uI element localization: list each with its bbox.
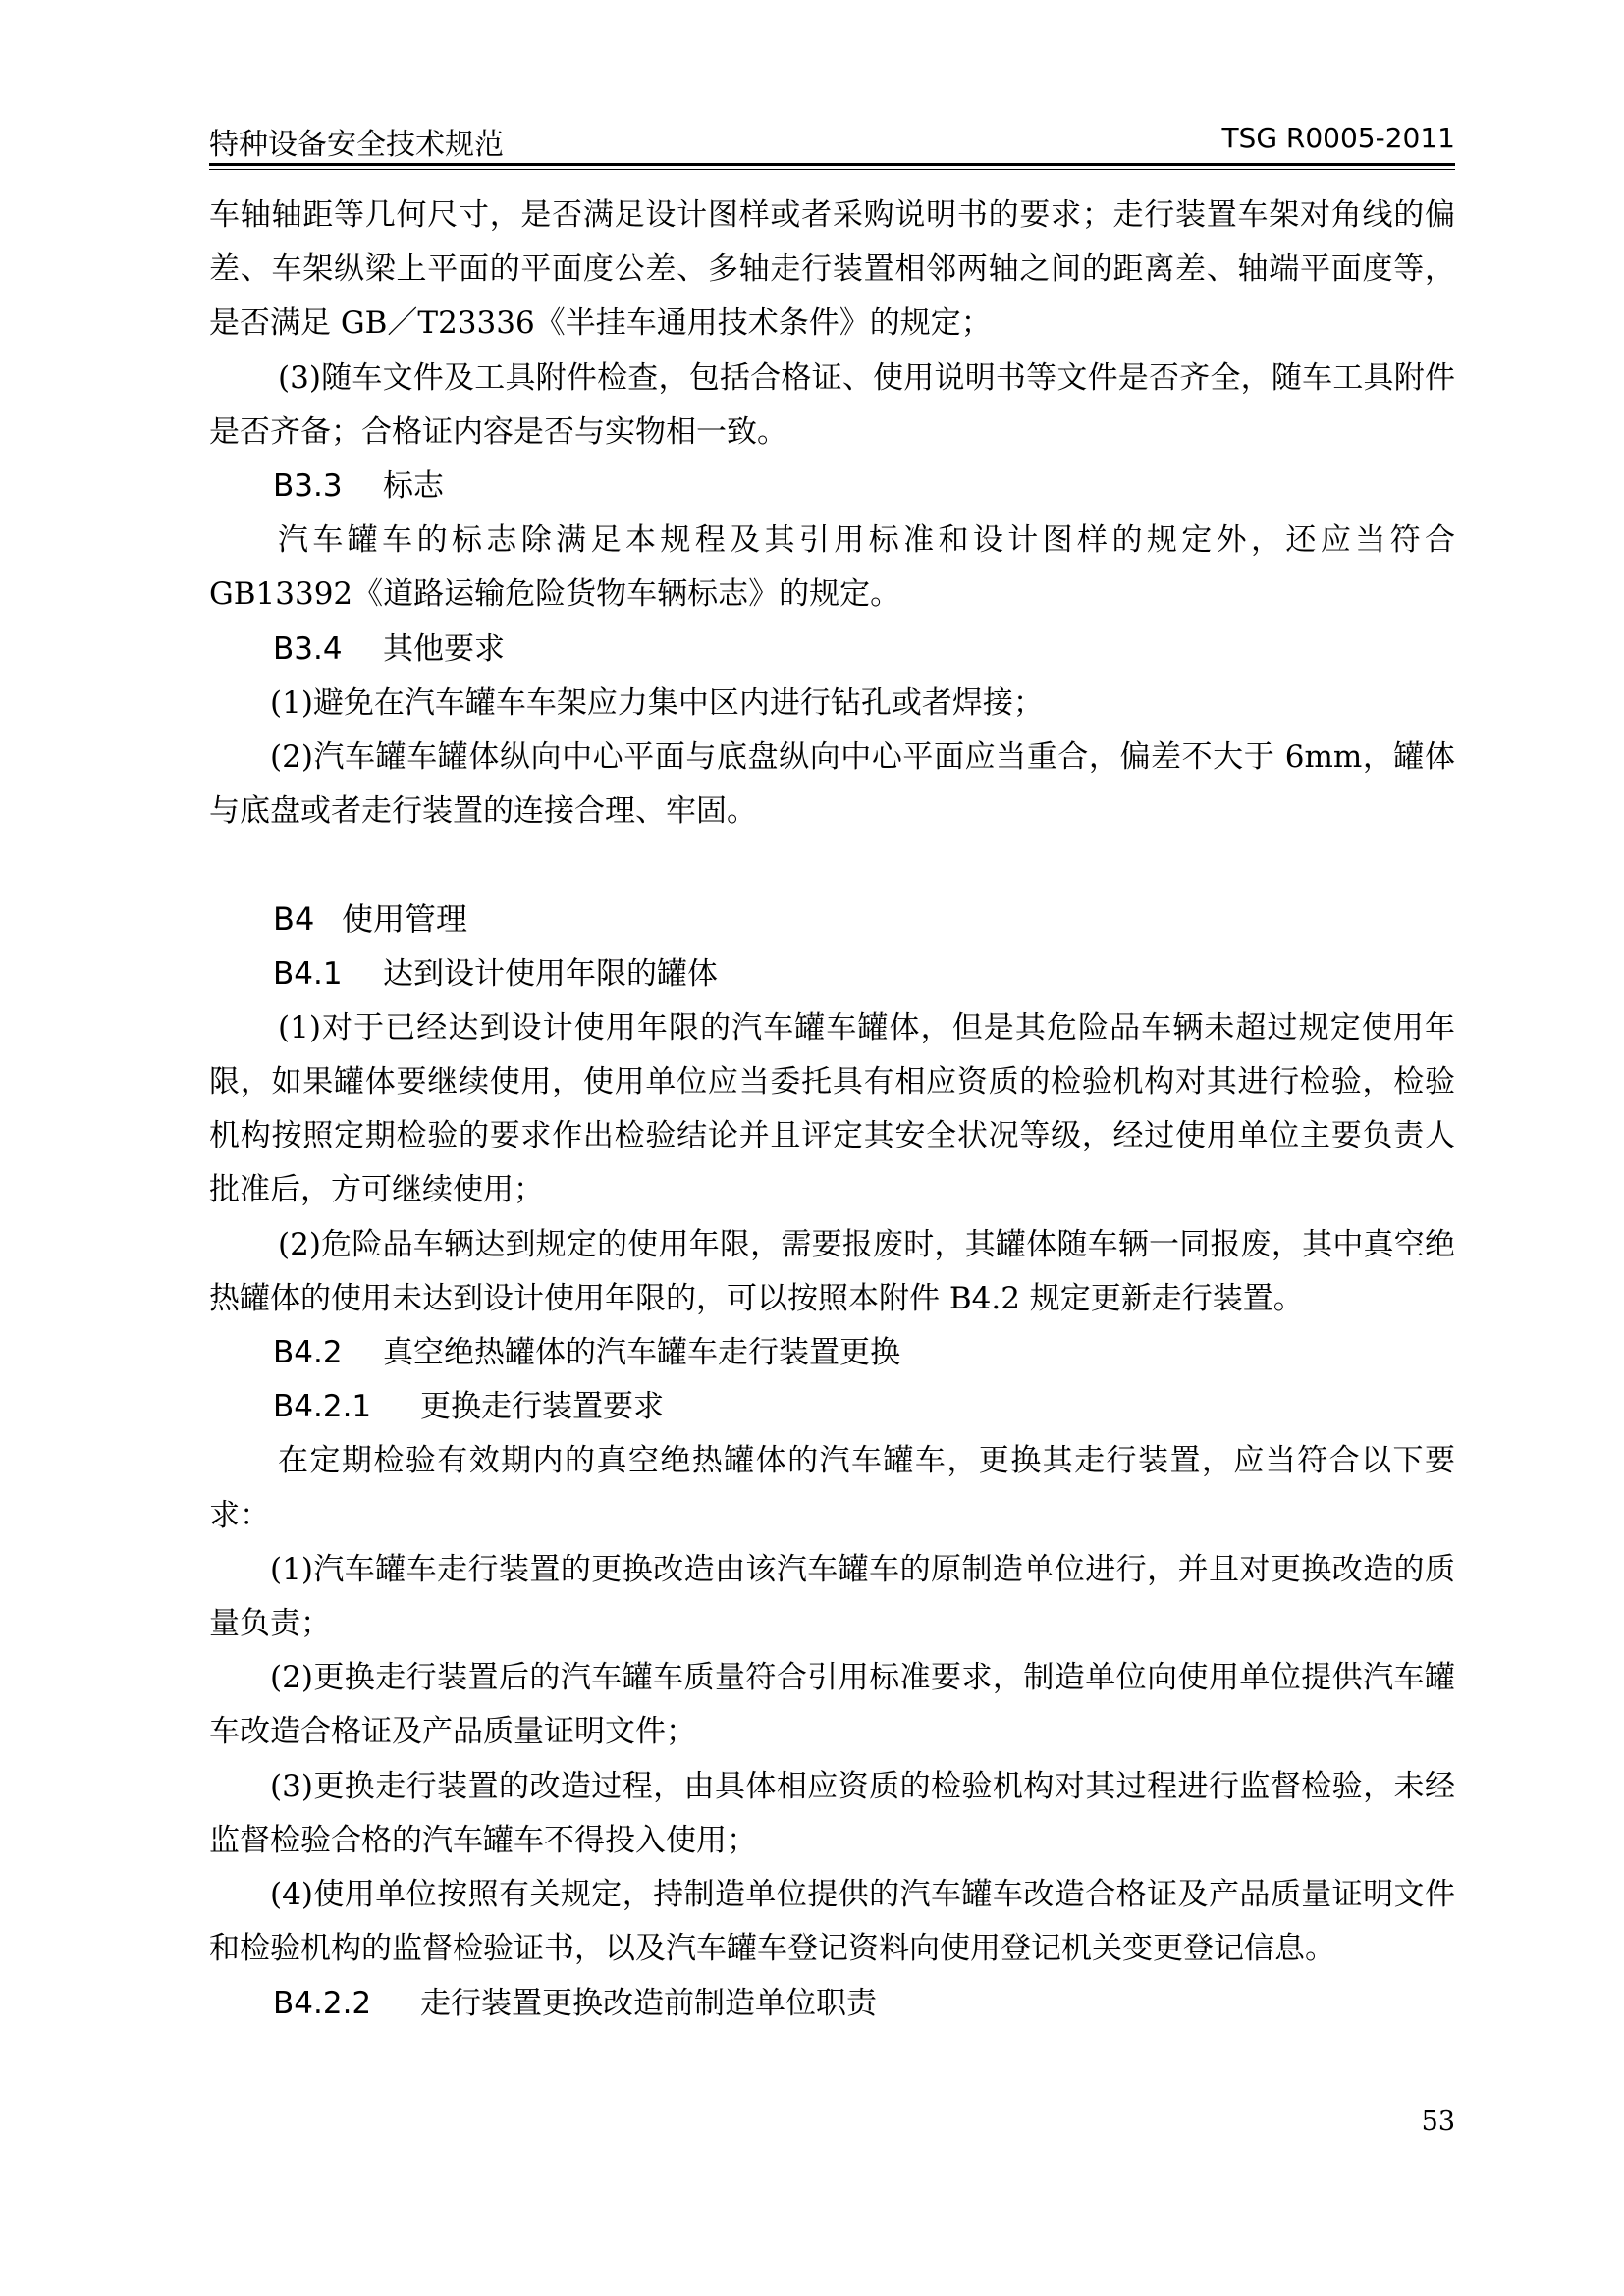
heading-number: B4.2.2	[273, 1985, 372, 2021]
spacer	[209, 838, 1455, 892]
heading-title: 走行装置更换改造前制造单位职责	[420, 1985, 877, 2021]
paragraph: (4)使用单位按照有关规定，持制造单位提供的汽车罐车改造合格证及产品质量证明文件和检验机构的监督检验证书，以及汽车罐车登记资料向使用登记机关变更登记信息。	[209, 1877, 1455, 1967]
page-body	[209, 188, 1455, 2031]
header-rule-thick	[209, 163, 1455, 166]
paragraph: (1)汽车罐车走行装置的更换改造由该汽车罐车的原制造单位进行，并且对更换改造的质量负责；	[209, 1551, 1455, 1642]
paragraph: 车轴轴距等几何尺寸，是否满足设计图样或者采购说明书的要求；走行装置车架对角线的偏差、车架纵梁上平面的平面度公差、多轴走行装置相邻两轴之间的距离差、轴端平面度等，是否满足 GB／T23336《半挂车通用技术条件》的规定；	[209, 197, 1455, 342]
heading-number: B3.3	[273, 468, 343, 505]
paragraph: 汽车罐车的标志除满足本规程及其引用标准和设计图样的规定外，还应当符合GB13392《道路运输危险货物车辆标志》的规定。	[209, 522, 1455, 613]
paragraph: (3)随车文件及工具附件检查，包括合格证、使用说明书等文件是否齐全，随车工具附件是否齐备；合格证内容是否与实物相一致。	[209, 359, 1455, 450]
section-heading-b4-2	[209, 1326, 1455, 1380]
paragraph: (2)更换走行装置后的汽车罐车质量符合引用标准要求，制造单位向使用单位提供汽车罐车改造合格证及产品质量证明文件；	[209, 1660, 1455, 1750]
heading-number: B4.2.1	[273, 1389, 372, 1425]
section-heading-b4-2-2	[209, 1977, 1455, 2031]
heading-number: B3.4	[273, 630, 343, 667]
section-heading-b3-3	[209, 459, 1455, 513]
running-header-code: TSG R0005-2011	[1221, 122, 1455, 154]
paragraph: 在定期检验有效期内的真空绝热罐体的汽车罐车，更换其走行装置，应当符合以下要求：	[209, 1443, 1455, 1533]
heading-title: 真空绝热罐体的汽车罐车走行装置更换	[383, 1335, 900, 1371]
heading-title: 达到设计使用年限的罐体	[383, 955, 718, 991]
header-rule-thin	[209, 169, 1455, 170]
paragraph: (1)对于已经达到设计使用年限的汽车罐车罐体，但是其危险品车辆未超过规定使用年限，如果罐体要继续使用，使用单位应当委托具有相应资质的检验机构对其进行检验，检验机构按照定期检验的要求作出检验结论并且评定其安全状况等级，经过使用单位主要负责人批准后，方可继续使用；	[209, 1009, 1455, 1208]
heading-number: B4.1	[273, 955, 343, 991]
section-heading-b4	[209, 892, 1455, 946]
page-number: 53	[1421, 2107, 1455, 2137]
heading-title: 使用管理	[342, 900, 468, 938]
heading-number: B4.2	[273, 1335, 343, 1371]
paragraph: (2)汽车罐车罐体纵向中心平面与底盘纵向中心平面应当重合，偏差不大于 6mm，罐体与底盘或者走行装置的连接合理、牢固。	[209, 739, 1455, 829]
heading-title: 其他要求	[383, 630, 505, 667]
paragraph: (1)避免在汽车罐车车架应力集中区内进行钻孔或者焊接；	[270, 684, 1044, 721]
section-heading-b3-4	[209, 622, 1455, 676]
paragraph: (2)危险品车辆达到规定的使用年限，需要报废时，其罐体随车辆一同报废，其中真空绝热罐体的使用未达到设计使用年限的，可以按照本附件 B4.2 规定更新走行装置。	[209, 1226, 1455, 1316]
paragraph: (3)更换走行装置的改造过程，由具体相应资质的检验机构对其过程进行监督检验，未经监督检验合格的汽车罐车不得投入使用；	[209, 1768, 1455, 1858]
heading-title: 标志	[383, 468, 444, 505]
heading-number: B4	[273, 900, 315, 938]
section-heading-b4-2-1	[209, 1380, 1455, 1434]
heading-title: 更换走行装置要求	[420, 1389, 664, 1425]
running-header-title: 特种设备安全技术规范	[209, 128, 504, 162]
section-heading-b4-1	[209, 947, 1455, 1001]
